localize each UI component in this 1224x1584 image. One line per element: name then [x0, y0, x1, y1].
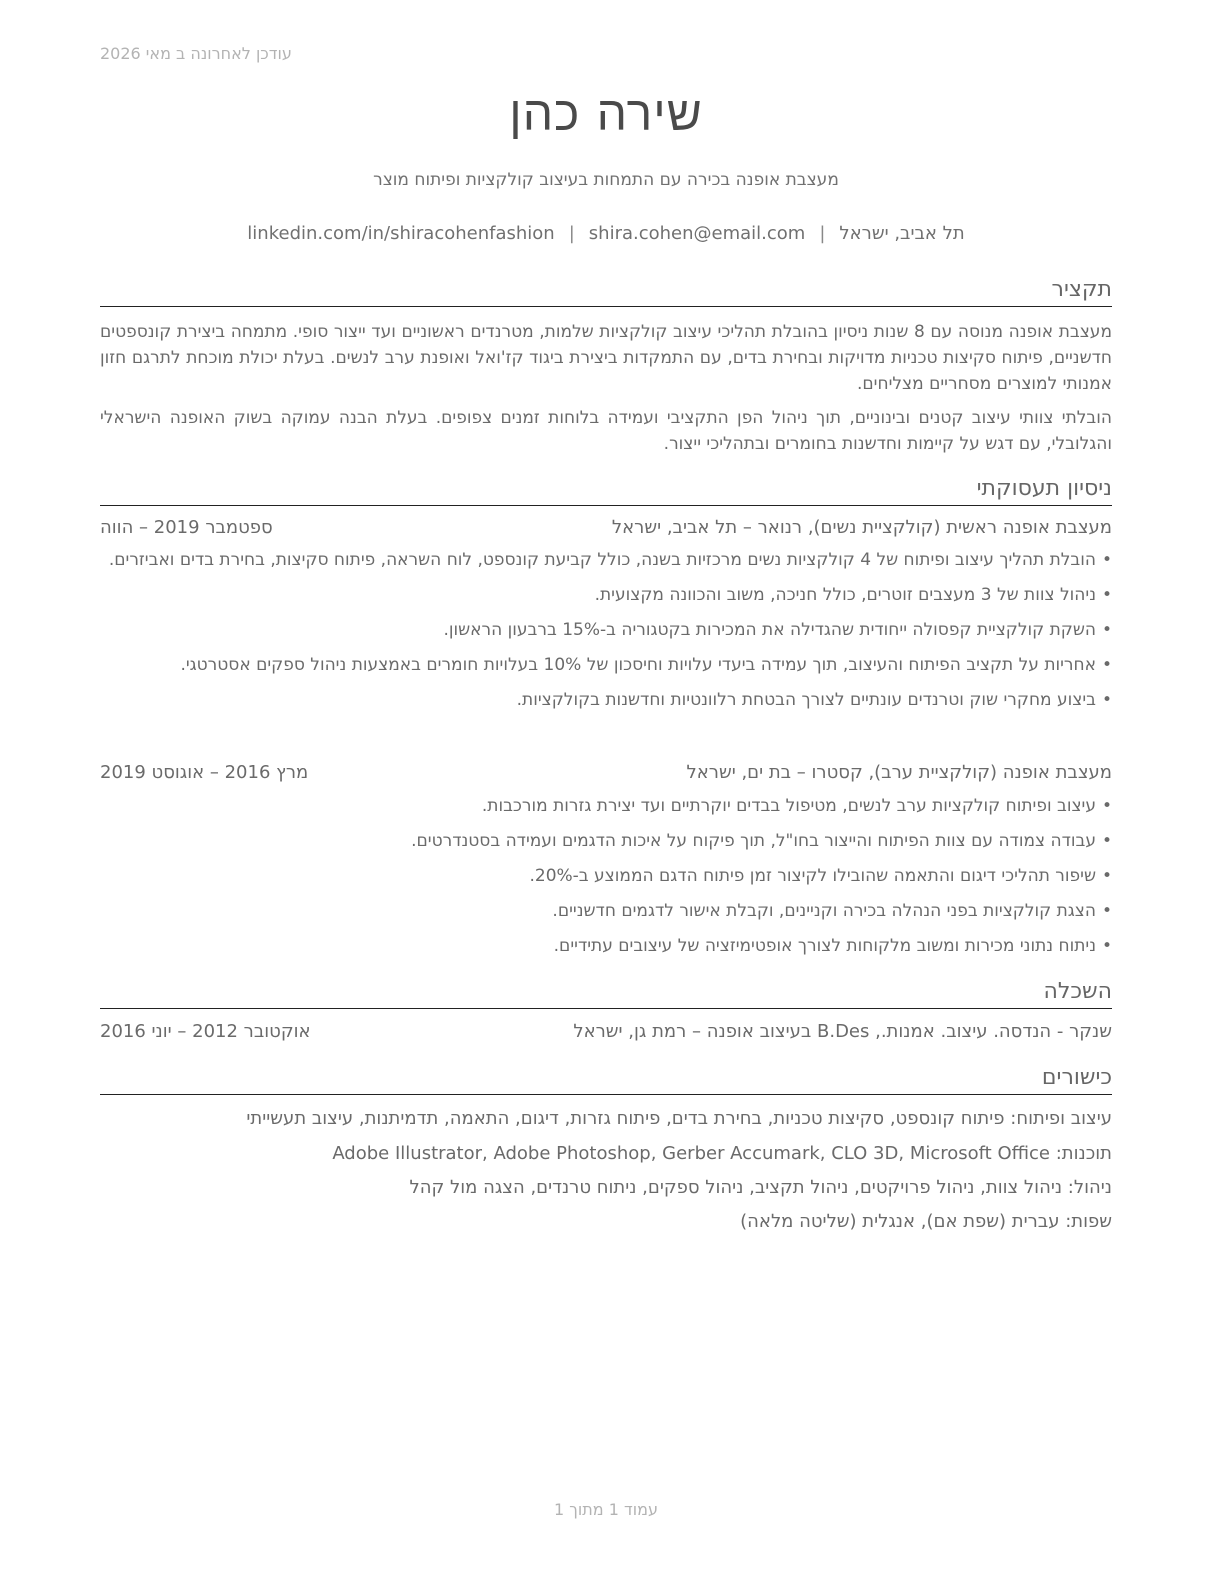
- job-header: [100, 517, 1112, 543]
- job-bullet: • עיצוב ופיתוח קולקציות ערב לנשים, מטיפול בבדים יוקרתיים ועד יצירת גזרות מורכבות.: [100, 793, 1112, 819]
- skill-row: [100, 1108, 1112, 1129]
- job-role: מעצבת אופנה (קולקציית ערב), קסטרו – בת ים, ישראל: [686, 762, 1112, 783]
- skill-label: עיצוב ופיתוח:: [1010, 1108, 1112, 1129]
- contact-location: תל אביב, ישראל: [839, 223, 965, 244]
- skill-value: ניהול צוות, ניהול פרויקטים, ניהול תקציב, ניהול ספקים, ניתוח טרנדים, הצגה מול קהל: [409, 1177, 1063, 1198]
- page-footer: עמוד 1 מתוך 1: [554, 1500, 658, 1519]
- job-bullet: • ניהול צוות של 3 מעצבים זוטרים, כולל חניכה, משוב והכוונה מקצועית.: [100, 582, 1112, 608]
- skill-label: תוכנות:: [1055, 1143, 1112, 1164]
- last-updated-note: עודכן לאחרונה ב מאי 2026: [100, 44, 292, 63]
- skill-row: [100, 1177, 1112, 1198]
- summary-paragraph: הובלתי צוותי עיצוב קטנים ובינוניים, תוך ניהול הפן התקציבי ועמידה בלוחות זמנים צפופים. בעלת הבנה עמוקה בשוק האופנה הישראלי והגלובלי, עם דגש על קיימות וחדשנות בחומרים ובתהליכי ייצור.: [100, 408, 1112, 454]
- education-section-title: השכלה: [100, 978, 1112, 1009]
- experience-section-title: ניסיון תעסוקתי: [100, 475, 1112, 506]
- job-bullet: • הובלת תהליך עיצוב ופיתוח של 4 קולקציות נשים מרכזיות בשנה, כולל קביעת קונספט, לוח השראה, פיתוח סקיצות, בחירת בדים ואביזרים.: [100, 547, 1112, 573]
- resume-page: [100, 0, 1112, 1584]
- skill-row: [100, 1211, 1112, 1232]
- job-role: מעצבת אופנה ראשית (קולקציית נשים), רנואר – תל אביב, ישראל: [611, 517, 1112, 538]
- skill-row: [100, 1143, 1112, 1164]
- summary-section-title: תקציר: [100, 276, 1112, 307]
- contact-email-link[interactable]: shira.cohen@email.com: [588, 223, 806, 244]
- contact-linkedin-link[interactable]: linkedin.com/in/shiracohenfashion: [247, 223, 555, 244]
- contact-separator: |: [819, 223, 826, 244]
- education-degree: שנקר - הנדסה. עיצוב. אמנות., B.Des בעיצוב אופנה – רמת גן, ישראל: [573, 1021, 1112, 1042]
- job-bullet: • השקת קולקציית קפסולה ייחודית שהגדילה את המכירות בקטגוריה ב-15% ברבעון הראשון.: [100, 617, 1112, 643]
- skill-value: פיתוח קונספט, סקיצות טכניות, בחירת בדים, פיתוח גזרות, דיגום, התאמה, תדמיתנות, עיצוב תעשייתי: [246, 1108, 1005, 1129]
- skill-label: שפות:: [1065, 1211, 1112, 1232]
- education-dates: אוקטובר 2012 – יוני 2016: [100, 1021, 311, 1042]
- candidate-headline: מעצבת אופנה בכירה עם התמחות בעיצוב קולקציות ופיתוח מוצר: [373, 170, 839, 190]
- job-bullet: • ביצוע מחקרי שוק וטרנדים עונתיים לצורך הבטחת רלוונטיות וחדשנות בקולקציות.: [100, 687, 1112, 713]
- job-bullet: • ניתוח נתוני מכירות ומשוב מלקוחות לצורך אופטימיזציה של עיצובים עתידיים.: [100, 933, 1112, 959]
- summary-paragraph: מעצבת אופנה מנוסה עם 8 שנות ניסיון בהובלת תהליכי עיצוב קולקציות שלמות, מטרנדים ראשוניים ועד ייצור סופי. מתמחה ביצירת קונספטים חדשניים, פיתוח סקיצות טכניות מדויקות ובחירת בדים, עם התמקדות ביצירת ביגוד קז'ואל ואופנת ערב לנשים. בעלת יכולת מוכחת לתרגם חזון אמנותי למוצרים מסחריים מצליחים.: [100, 322, 1112, 394]
- contact-line: [100, 223, 1112, 244]
- job-header: [100, 762, 1112, 788]
- skill-value: עברית (שפת אם), אנגלית (שליטה מלאה): [740, 1211, 1060, 1232]
- contact-separator: |: [568, 223, 575, 244]
- skills-section-title: כישורים: [100, 1064, 1112, 1095]
- skill-label: ניהול:: [1067, 1177, 1112, 1198]
- job-dates: ספטמבר 2019 – הווה: [100, 517, 273, 538]
- job-bullet-list: [100, 793, 1112, 968]
- education-entry: [100, 1021, 1112, 1047]
- job-dates: מרץ 2016 – אוגוסט 2019: [100, 762, 309, 783]
- job-bullet: • עבודה צמודה עם צוות הפיתוח והייצור בחו"ל, תוך פיקוח על איכות הדגמים ועמידה בסטנדרטים.: [100, 828, 1112, 854]
- job-bullet: • אחריות על תקציב הפיתוח והעיצוב, תוך עמידה ביעדי עלויות וחיסכון של 10% בעלויות חומרים באמצעות ניהול ספקים אסטרטגי.: [100, 652, 1112, 678]
- job-bullet-list: [100, 547, 1112, 722]
- skill-value: Adobe Illustrator, Adobe Photoshop, Gerber Accumark, CLO 3D, Microsoft Office: [332, 1143, 1050, 1164]
- candidate-name: שירה כהן: [509, 86, 703, 142]
- job-bullet: • שיפור תהליכי דיגום והתאמה שהובילו לקיצור זמן פיתוח הדגם הממוצע ב-20%.: [100, 863, 1112, 889]
- job-bullet: • הצגת קולקציות בפני הנהלה בכירה וקניינים, וקבלת אישור לדגמים חדשניים.: [100, 898, 1112, 924]
